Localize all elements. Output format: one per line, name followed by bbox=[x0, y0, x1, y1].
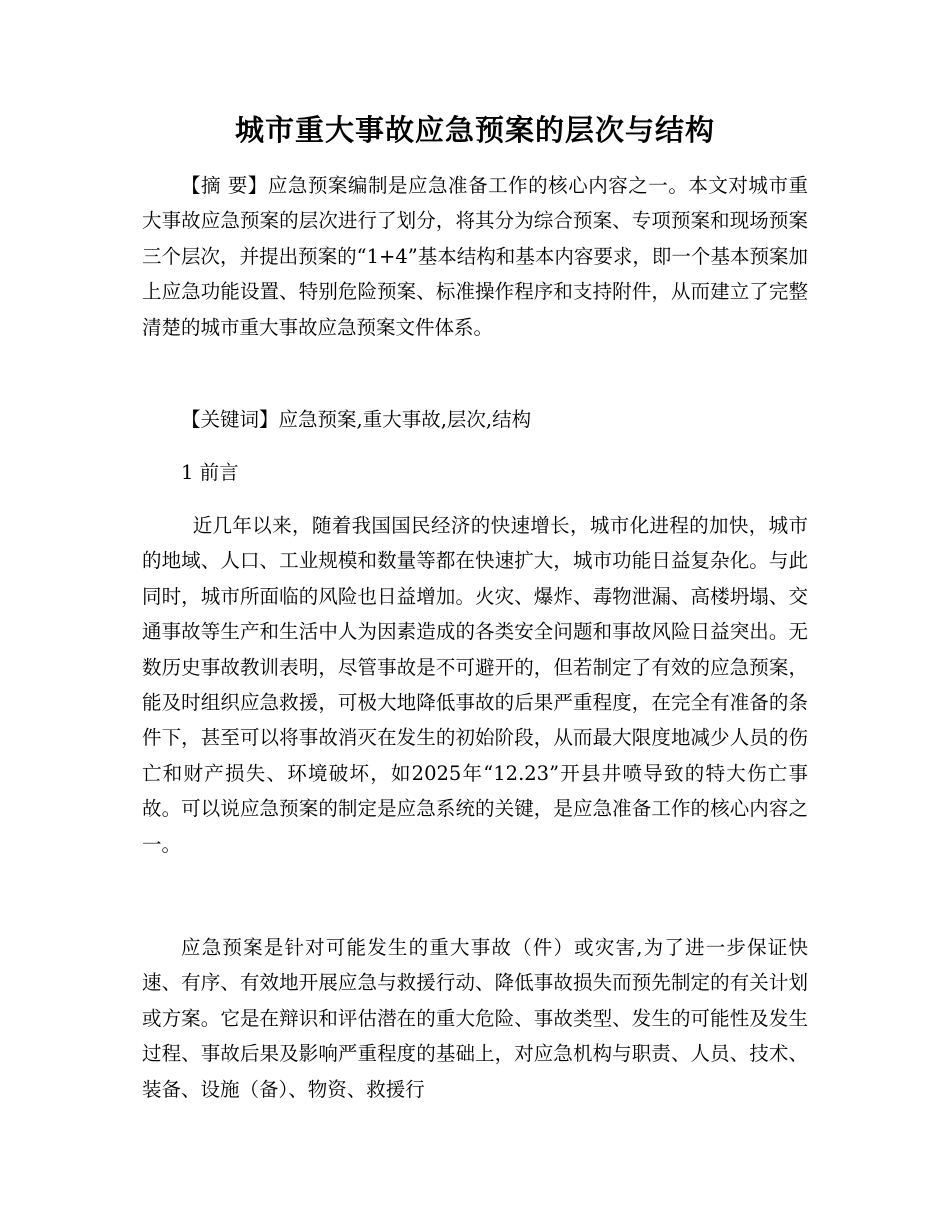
abstract-paragraph bbox=[142, 168, 808, 345]
document-title: 城市重大事故应急预案的层次与结构 bbox=[234, 113, 715, 147]
keywords-text: 应急预案,重大事故,层次,结构 bbox=[278, 408, 532, 431]
abstract-text: 应急预案编制是应急准备工作的核心内容之一。本文对城市重大事故应急预案的层次进行了划分，将其分为综合预案、专项预案和现场预案三个层次，并提出预案的“1+4”基本结构和基本内容要求，即一个基本预案加上应急功能设置、特别危险预案、标准操作程序和支持附件，从而建立了完整清楚的城市重大事故应急预案文件体系。 bbox=[142, 174, 808, 339]
body-paragraph-1: 近几年以来，随着我国国民经济的快速增长，城市化进程的加快，城市的地域、人口、工业规模和数量等都在快速扩大，城市功能日益复杂化。与此同时，城市所面临的风险也日益增加。火灾、爆炸、毒物泄漏、高楼坍塌、交通事故等生产和生活中人为因素造成的各类安全问题和事故风险日益突出。无数历史事故教训表明，尽管事故是不可避开的，但若制定了有效的应急预案，能及时组织应急救援，可极大地降低事故的后果严重程度，在完全有准备的条件下，甚至可以将事故消灭在发生的初始阶段，从而最大限度地减少人员的伤亡和财产损失、环境破坏，如2025年“12.23”开县井喷导致的特大伤亡事故。可以说应急预案的制定是应急系统的关键，是应急准备工作的核心内容之一。 bbox=[142, 514, 808, 856]
section-heading: 1 前言 bbox=[181, 461, 239, 484]
body-paragraph-2: 应急预案是针对可能发生的重大事故（件）或灾害,为了进一步保证快速、有序、有效地开展应急与救援行动、降低事故损失而预先制定的有关计划或方案。它是在辩识和评估潜在的重大危险、事故类型、发生的可能性及发生过程、事故后果及影响严重程度的基础上，对应急机构与职责、人员、技术、装备、设施（备）、物资、救援行 bbox=[142, 936, 808, 1101]
document-page bbox=[142, 0, 808, 1230]
abstract-label: 【摘 要】 bbox=[181, 174, 268, 197]
keywords-label: 【关键词】 bbox=[181, 408, 279, 431]
keywords-paragraph bbox=[142, 402, 808, 437]
